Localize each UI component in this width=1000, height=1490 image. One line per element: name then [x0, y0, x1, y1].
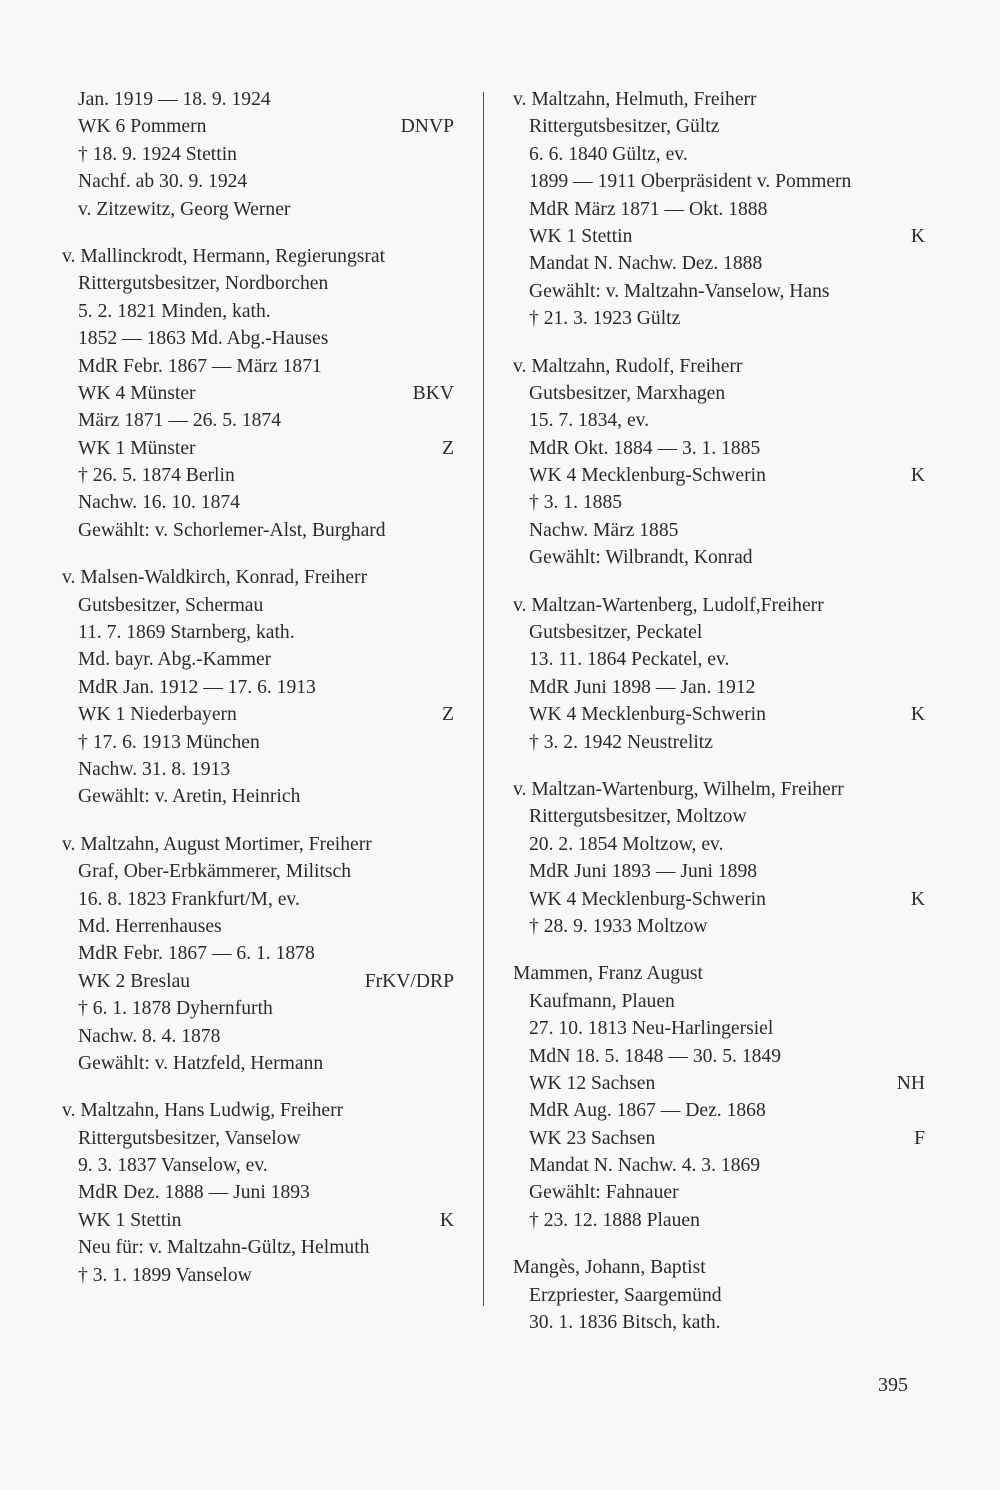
entry-line [513, 435, 925, 462]
entry-line [513, 1097, 925, 1124]
column-divider [483, 92, 484, 1306]
entry-line [62, 407, 454, 434]
party-label: FrKV/DRP [364, 970, 454, 992]
line-text: † 18. 9. 1924 Stettin [78, 143, 237, 165]
entry-heading [513, 86, 925, 113]
line-text: Md. Herrenhauses [78, 915, 222, 937]
entry-line [513, 380, 925, 407]
line-text: † 3. 1. 1899 Vanselow [78, 1264, 252, 1286]
line-text: Mangès, Johann, Baptist [513, 1257, 706, 1279]
entry-line [513, 305, 925, 332]
line-text: Gewählt: v. Hatzfeld, Hermann [78, 1052, 324, 1074]
party-label: K [439, 1209, 454, 1231]
entry [513, 960, 925, 1234]
line-text: v. Malsen-Waldkirch, Konrad, Freiherr [62, 567, 368, 589]
page-number: 395 [878, 1374, 908, 1396]
entry-line [513, 1179, 925, 1206]
line-text: WK 6 Pommern [78, 116, 207, 138]
line-text: Erzpriester, Saargemünd [529, 1284, 722, 1306]
entry-line [513, 1125, 925, 1152]
line-text: Kaufmann, Plauen [529, 990, 675, 1012]
entry-line [513, 544, 925, 571]
entry-line [513, 674, 925, 701]
line-text: März 1871 — 26. 5. 1874 [78, 410, 281, 432]
entry-heading [513, 960, 925, 987]
line-text: WK 4 Mecklenburg-Schwerin [529, 704, 766, 726]
line-text: Nachw. 8. 4. 1878 [78, 1025, 221, 1047]
entry-line [513, 223, 925, 250]
line-text: 1852 — 1863 Md. Abg.-Hauses [78, 328, 329, 350]
entry-line [513, 407, 925, 434]
line-text: WK 1 Münster [78, 437, 196, 459]
line-text: v. Maltzahn, Rudolf, Freiherr [513, 355, 743, 377]
entry-line [62, 489, 454, 516]
line-text: MdR Dez. 1888 — Juni 1893 [78, 1182, 310, 1204]
right-column [513, 86, 925, 1356]
line-text: WK 4 Münster [78, 382, 196, 404]
line-text: v. Zitzewitz, Georg Werner [78, 198, 291, 220]
entry-line [513, 858, 925, 885]
line-text: Mandat N. Nachw. Dez. 1888 [529, 253, 763, 275]
line-text: Nachf. ab 30. 9. 1924 [78, 171, 248, 193]
entry-line [62, 141, 454, 168]
entry-line [62, 1262, 454, 1289]
entry-line [513, 803, 925, 830]
line-text: Gewählt: v. Maltzahn-Vanselow, Hans [529, 280, 830, 302]
line-text: 16. 8. 1823 Frankfurt/M, ev. [78, 888, 300, 910]
line-text: 5. 2. 1821 Minden, kath. [78, 300, 271, 322]
line-text: Gewählt: v. Schorlemer-Alst, Burghard [78, 519, 386, 541]
party-label: NH [896, 1072, 925, 1094]
line-text: MdR März 1871 — Okt. 1888 [529, 198, 768, 220]
line-text: Gutsbesitzer, Marxhagen [529, 382, 726, 404]
line-text: 13. 11. 1864 Peckatel, ev. [529, 649, 730, 671]
entry-line [513, 701, 925, 728]
party-label: K [910, 225, 925, 247]
line-text: Nachw. 31. 8. 1913 [78, 758, 231, 780]
entry-line [62, 619, 454, 646]
line-text: Mammen, Franz August [513, 963, 703, 985]
entry-line [62, 886, 454, 913]
entry-line [62, 756, 454, 783]
entry-line [62, 380, 454, 407]
entry [62, 564, 454, 811]
line-text: MdN 18. 5. 1848 — 30. 5. 1849 [529, 1045, 782, 1067]
entry-heading [513, 353, 925, 380]
party-label: K [910, 704, 925, 726]
line-text: Gutsbesitzer, Peckatel [529, 622, 703, 644]
entry-line [513, 113, 925, 140]
entry [62, 243, 454, 544]
entry-line [62, 1023, 454, 1050]
line-text: † 28. 9. 1933 Moltzow [529, 915, 708, 937]
line-text: Md. bayr. Abg.-Kammer [78, 649, 272, 671]
entry-line [513, 250, 925, 277]
line-text: Rittergutsbesitzer, Gültz [529, 116, 720, 138]
entry-line [513, 831, 925, 858]
line-text: 27. 10. 1813 Neu-Harlingersiel [529, 1018, 774, 1040]
line-text: † 6. 1. 1878 Dyhernfurth [78, 998, 273, 1020]
line-text: Graf, Ober-Erbkämmerer, Militsch [78, 861, 352, 883]
entry [513, 353, 925, 572]
line-text: MdR Jan. 1912 — 17. 6. 1913 [78, 676, 316, 698]
party-label: K [910, 465, 925, 487]
entry-line [62, 1207, 454, 1234]
entry-line [513, 1070, 925, 1097]
entry-heading [513, 592, 925, 619]
line-text: 11. 7. 1869 Starnberg, kath. [78, 622, 295, 644]
line-text: v. Maltzahn, August Mortimer, Freiherr [62, 833, 372, 855]
line-text: 15. 7. 1834, ev. [529, 410, 650, 432]
entry-line [62, 783, 454, 810]
entry-line [513, 1282, 925, 1309]
line-text: v. Mallinckrodt, Hermann, Regierungsrat [62, 245, 386, 267]
entry-line [62, 646, 454, 673]
entry-line [62, 462, 454, 489]
entry-line [513, 1043, 925, 1070]
entry-line [62, 435, 454, 462]
entry-line [62, 995, 454, 1022]
line-text: Gewählt: v. Aretin, Heinrich [78, 786, 301, 808]
entry-line [62, 1234, 454, 1261]
entry-line [62, 592, 454, 619]
entry-line [62, 1125, 454, 1152]
entry-heading [62, 1097, 454, 1124]
line-text: † 26. 5. 1874 Berlin [78, 465, 235, 487]
line-text: Nachw. März 1885 [529, 519, 679, 541]
entry-line [62, 701, 454, 728]
entry-line [62, 1152, 454, 1179]
entry-line [62, 1050, 454, 1077]
line-text: v. Maltzahn, Helmuth, Freiherr [513, 89, 757, 110]
entry-line [62, 270, 454, 297]
line-text: † 21. 3. 1923 Gültz [529, 308, 681, 330]
party-label: F [914, 1127, 925, 1149]
line-text: 30. 1. 1836 Bitsch, kath. [529, 1312, 721, 1334]
line-text: MdR Febr. 1867 — 6. 1. 1878 [78, 943, 315, 965]
entry-line [62, 913, 454, 940]
entry-line [62, 674, 454, 701]
entry [513, 592, 925, 756]
entry-line [513, 196, 925, 223]
line-text: Rittergutsbesitzer, Nordborchen [78, 273, 329, 295]
entry [62, 831, 454, 1078]
entry-line [62, 298, 454, 325]
entry-line [513, 1207, 925, 1234]
line-text: MdR Okt. 1884 — 3. 1. 1885 [529, 437, 761, 459]
line-text: 20. 2. 1854 Moltzow, ev. [529, 833, 724, 855]
entry-line [62, 86, 454, 113]
entry [513, 86, 925, 333]
entry-line [62, 325, 454, 352]
line-text: Jan. 1919 — 18. 9. 1924 [78, 89, 271, 110]
line-text: † 3. 2. 1942 Neustrelitz [529, 731, 713, 753]
entry-line [513, 886, 925, 913]
entry-line [513, 619, 925, 646]
line-text: Gewählt: Fahnauer [529, 1182, 679, 1204]
line-text: Gutsbesitzer, Schermau [78, 594, 264, 616]
line-text: 6. 6. 1840 Gültz, ev. [529, 143, 688, 165]
line-text: WK 2 Breslau [78, 970, 191, 992]
entry-line [62, 968, 454, 995]
entry-line [513, 1152, 925, 1179]
line-text: Rittergutsbesitzer, Vanselow [78, 1127, 301, 1149]
entry-line [513, 489, 925, 516]
party-label: Z [442, 437, 454, 459]
line-text: 1899 — 1911 Oberpräsident v. Pommern [529, 171, 852, 193]
line-text: WK 1 Niederbayern [78, 704, 237, 726]
entry-heading [513, 1254, 925, 1281]
line-text: MdR Juni 1893 — Juni 1898 [529, 861, 758, 883]
line-text: † 23. 12. 1888 Plauen [529, 1209, 700, 1231]
entry-line [62, 113, 454, 140]
party-label: Z [442, 704, 454, 726]
entry-line [513, 913, 925, 940]
entry-line [513, 278, 925, 305]
line-text: Neu für: v. Maltzahn-Gültz, Helmuth [78, 1237, 370, 1259]
entry [62, 1097, 454, 1289]
entry-heading [62, 831, 454, 858]
line-text: WK 4 Mecklenburg-Schwerin [529, 888, 766, 910]
entry-line [62, 196, 454, 223]
line-text: WK 23 Sachsen [529, 1127, 656, 1149]
line-text: WK 1 Stettin [529, 225, 633, 247]
line-text: WK 12 Sachsen [529, 1072, 656, 1094]
left-column [62, 86, 454, 1309]
line-text: Gewählt: Wilbrandt, Konrad [529, 547, 753, 569]
line-text: † 3. 1. 1885 [529, 492, 623, 514]
party-label: K [910, 888, 925, 910]
entry-line [62, 858, 454, 885]
entry-line [62, 1179, 454, 1206]
entry [62, 86, 454, 223]
line-text: WK 4 Mecklenburg-Schwerin [529, 465, 766, 487]
line-text: WK 1 Stettin [78, 1209, 182, 1231]
line-text: v. Maltzahn, Hans Ludwig, Freiherr [62, 1100, 344, 1122]
entry-heading [513, 776, 925, 803]
entry-line [62, 168, 454, 195]
line-text: v. Maltzan-Wartenburg, Wilhelm, Freiherr [513, 778, 844, 800]
line-text: MdR Juni 1898 — Jan. 1912 [529, 676, 756, 698]
line-text: v. Maltzan-Wartenberg, Ludolf,Freiherr [513, 594, 824, 616]
entry-heading [62, 564, 454, 591]
line-text: Rittergutsbesitzer, Moltzow [529, 806, 747, 828]
entry-line [513, 646, 925, 673]
line-text: Nachw. 16. 10. 1874 [78, 492, 240, 514]
entry [513, 1254, 925, 1336]
entry-line [513, 729, 925, 756]
entry-line [513, 1309, 925, 1336]
entry-line [513, 168, 925, 195]
entry-line [62, 353, 454, 380]
line-text: MdR Aug. 1867 — Dez. 1868 [529, 1100, 766, 1122]
entry-line [62, 729, 454, 756]
entry-line [62, 940, 454, 967]
line-text: † 17. 6. 1913 München [78, 731, 260, 753]
line-text: Mandat N. Nachw. 4. 3. 1869 [529, 1155, 761, 1177]
entry-line [513, 988, 925, 1015]
entry-line [513, 517, 925, 544]
entry-line [62, 517, 454, 544]
entry-heading [62, 243, 454, 270]
entry [513, 776, 925, 940]
line-text: 9. 3. 1837 Vanselow, ev. [78, 1155, 268, 1177]
entry-line [513, 1015, 925, 1042]
entry-line [513, 141, 925, 168]
line-text: MdR Febr. 1867 — März 1871 [78, 355, 322, 377]
entry-line [513, 462, 925, 489]
party-label: BKV [412, 382, 454, 404]
party-label: DNVP [400, 116, 454, 138]
